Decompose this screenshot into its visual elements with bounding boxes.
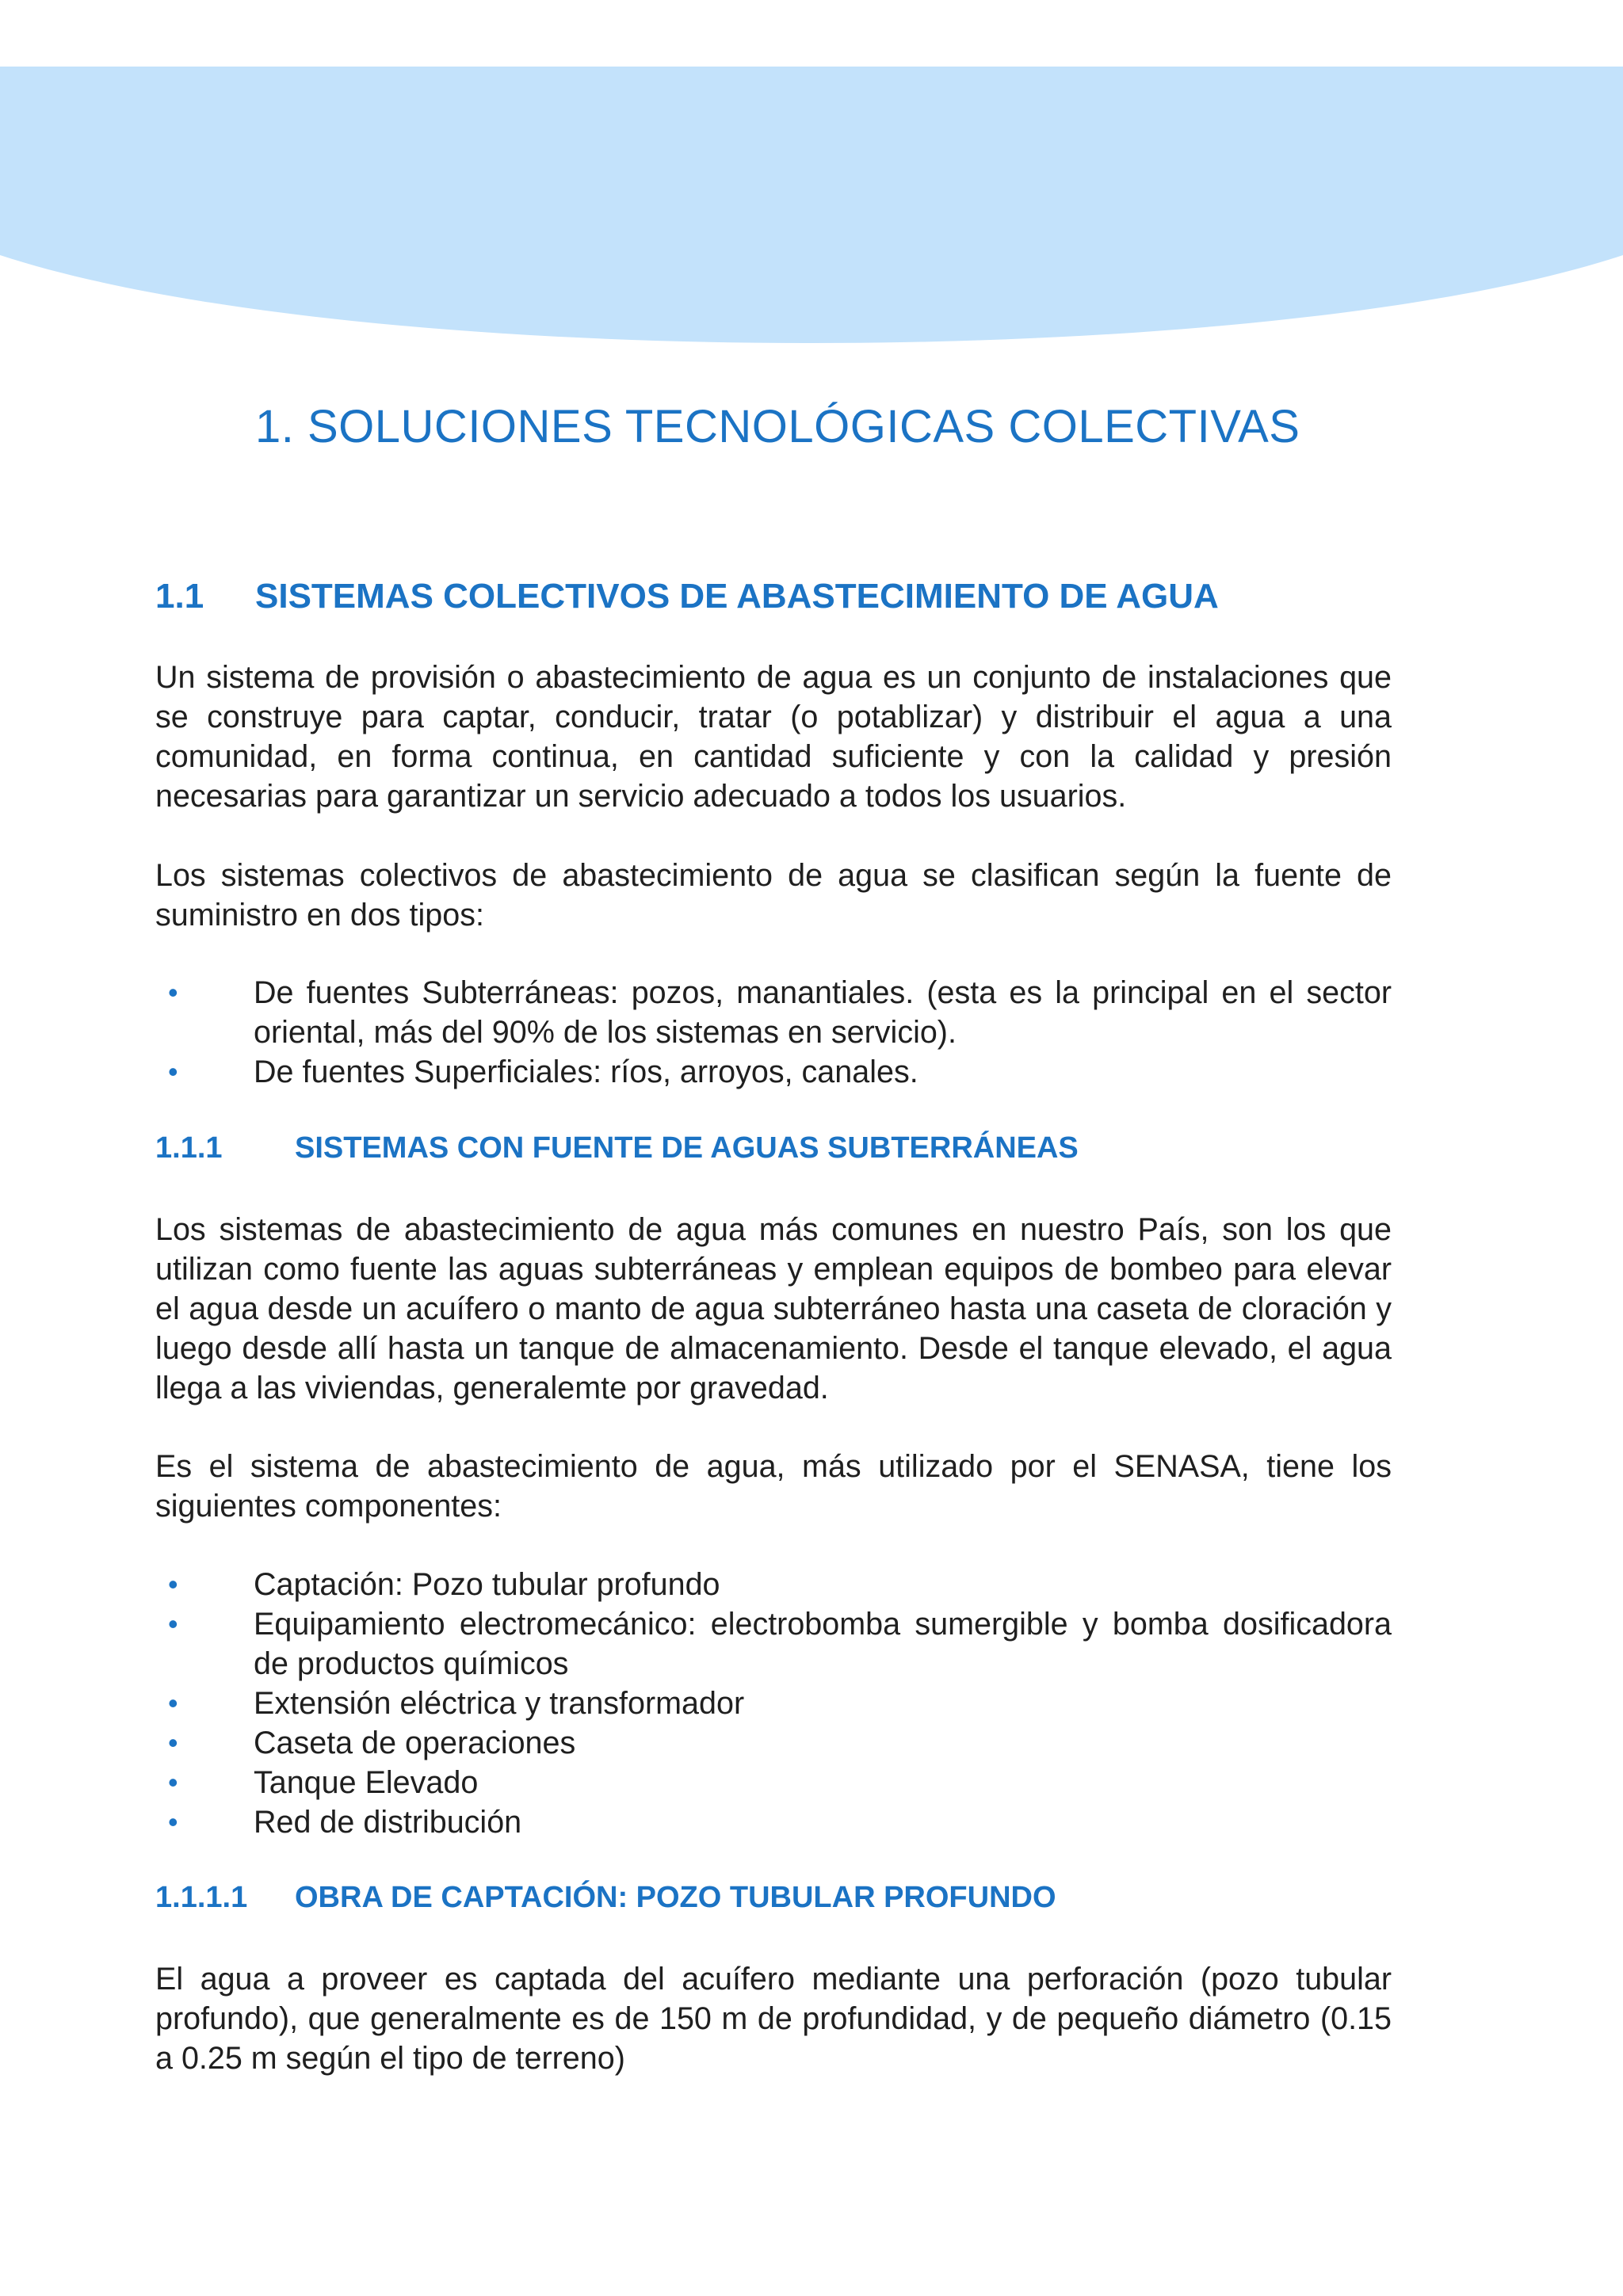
section-number: 1.1	[155, 577, 204, 616]
list-item: • Captación: Pozo tubular profundo	[155, 1565, 1392, 1604]
list-item: • Equipamiento electromecánico: electrobomba sumergible y bomba dosificadora de productos químicos	[155, 1604, 1392, 1684]
subsubsection-number: 1.1.1.1	[155, 1881, 248, 1914]
section-heading	[155, 577, 1219, 616]
source-types-list	[155, 973, 1392, 1092]
subsection-label: SISTEMAS CON FUENTE DE AGUAS SUBTERRÁNEAS	[295, 1131, 1079, 1165]
paragraph-captation: El agua a proveer es captada del acuífero mediante una perforación (pozo tubular profundo), que generalmente es de 150 m de profundidad, y de pequeño diámetro (0.15 a 0.25 m según el tipo de terreno)	[155, 1962, 1392, 2076]
bullet-icon: •	[168, 1806, 178, 1838]
subsubsection-label: OBRA DE CAPTACIÓN: POZO TUBULAR PROFUNDO	[295, 1881, 1056, 1914]
bullet-icon: •	[168, 1568, 178, 1600]
paragraph-components: Es el sistema de abastecimiento de agua, más utilizado por el SENASA, tiene los siguientes componentes:	[155, 1449, 1392, 1524]
paragraph-definition: Un sistema de provisión o abastecimiento de agua es un conjunto de instalaciones que se construye para captar, conducir, tratar (o potablizar) y distribuir el agua a una comunidad, en forma continua, en cantidad suficiente y con la calidad y presión necesarias para garantizar un servicio adecuado a todos los usuarios.	[155, 660, 1392, 814]
subsection-number: 1.1.1	[155, 1131, 223, 1165]
list-item: • Extensión eléctrica y transformador	[155, 1684, 1392, 1723]
paragraph-groundwater: Los sistemas de abastecimiento de agua más comunes en nuestro País, son los que utilizan como fuente las aguas subterráneas y emplean equipos de bombeo para elevar el agua desde un acuífero o manto de agua subterráneo hasta una caseta de cloración y luego desde allí hasta un tanque de almacenamiento. Desde el tanque elevado, el agua llega a las viviendas, generalemte por gravedad.	[155, 1212, 1392, 1405]
bullet-icon: •	[168, 1726, 178, 1759]
section-label: SISTEMAS COLECTIVOS DE ABASTECIMIENTO DE AGUA	[255, 577, 1219, 616]
list-item: • Tanque Elevado	[155, 1763, 1392, 1802]
list-item: • De fuentes Subterráneas: pozos, manantiales. (esta es la principal en el sector oriental, más del 90% de los sistemas en servicio).	[155, 973, 1392, 1052]
list-item: • De fuentes Superficiales: ríos, arroyos, canales.	[155, 1052, 1392, 1092]
bullet-icon: •	[168, 976, 178, 1009]
paragraph-classification: Los sistemas colectivos de abastecimiento de agua se clasifican según la fuente de suministro en dos tipos:	[155, 858, 1392, 933]
bullet-icon: •	[168, 1608, 178, 1640]
list-item: • Caseta de operaciones	[155, 1723, 1392, 1763]
components-list	[155, 1565, 1392, 1842]
bullet-icon: •	[168, 1766, 178, 1798]
subsection-heading	[155, 1131, 1079, 1165]
bullet-icon: •	[168, 1687, 178, 1719]
page-title: 1. SOLUCIONES TECNOLÓGICAS COLECTIVAS	[255, 401, 1300, 452]
subsubsection-heading	[155, 1881, 1056, 1915]
bullet-icon: •	[168, 1055, 178, 1088]
list-item: • Red de distribución	[155, 1802, 1392, 1842]
